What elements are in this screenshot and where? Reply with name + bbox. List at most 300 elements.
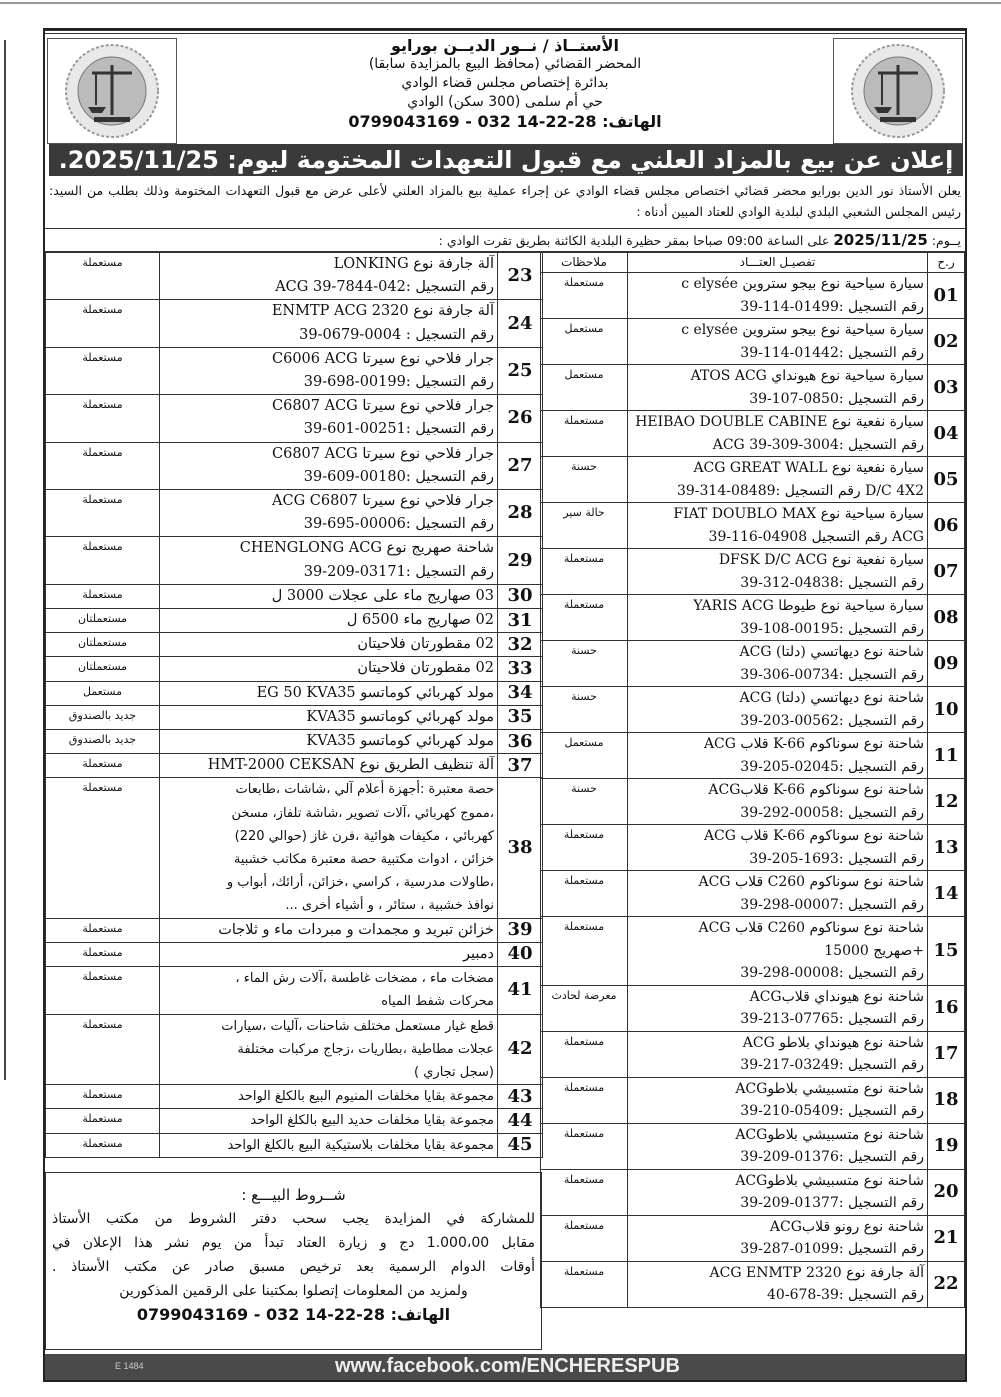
item-details <box>628 779 928 825</box>
table-row <box>46 1133 543 1157</box>
item-number: 35 <box>498 705 543 729</box>
table-row <box>46 730 543 754</box>
conditions-line: أوقات الدوام الرسمية بعد ترخيص مسبق صادر عن مكتب الأستاذ . <box>52 1259 535 1275</box>
item-detail-line: رقم التسجيل :04838-312-39 <box>740 574 924 591</box>
item-detail-line: رقم التسجيل :03249-217-39 <box>740 1057 924 1073</box>
item-number: 23 <box>498 253 543 300</box>
item-number: 10 <box>928 687 965 733</box>
item-details <box>160 395 498 442</box>
sale-conditions <box>45 1172 542 1350</box>
item-detail-line: ACG رقم التسجيل 04908-116-39 <box>708 528 924 545</box>
item-detail-line: (سجل تجاري ) <box>414 1064 494 1080</box>
item-condition: مستعملة <box>46 442 160 489</box>
item-condition: مستعملة <box>46 1109 160 1133</box>
item-detail-line: +صهريج 15000 <box>824 942 924 959</box>
ad-code: E 1484 <box>115 1361 144 1371</box>
item-details <box>628 503 928 549</box>
item-number: 31 <box>498 609 543 633</box>
item-detail-line: خزائن تبريد و مجمدات و مبردات ماء و ثلاجات <box>218 921 494 938</box>
item-condition: مستعمل <box>541 319 628 365</box>
date-prefix: يــوم: <box>931 233 961 248</box>
item-condition: مستعملة <box>541 1169 628 1215</box>
item-detail-line: رقم التسجيل :01099-287-39 <box>740 1241 924 1257</box>
item-detail-line: حصة معتبرة :أجهزة أعلام آلي ،شاشات ،طابعات <box>235 782 494 798</box>
item-details <box>628 411 928 457</box>
item-detail-line: سيارة نفعية نوع HEIBAO DOUBLE CABINE <box>635 414 924 430</box>
item-details <box>160 609 498 633</box>
item-condition: مستعملة <box>46 778 160 918</box>
item-number: 40 <box>498 942 543 966</box>
item-detail-line: مولد كهربائي كوماتسو EG 50 KVA35 <box>256 684 494 701</box>
item-condition: مستعملة <box>46 395 160 442</box>
item-condition: مستعمل <box>541 365 628 411</box>
court-seal-left <box>47 38 177 144</box>
table-row <box>46 584 543 608</box>
table-row <box>541 595 965 641</box>
item-details <box>160 657 498 681</box>
bailiff-info <box>185 36 825 131</box>
item-detail-line: جرار فلاحي نوع سيرتا C6807 ACG <box>272 445 494 462</box>
table-row <box>541 917 965 986</box>
item-number: 22 <box>928 1261 965 1307</box>
item-number: 39 <box>498 918 543 942</box>
table-row <box>46 395 543 442</box>
item-detail-line: خزائن ، ادوات مكتبية حصة معتبرة مكاتب خشبية <box>233 852 494 868</box>
item-detail-line: 02 مقطورتان فلاحيتان <box>357 636 494 653</box>
item-number: 05 <box>928 457 965 503</box>
item-condition: مستعملة <box>46 967 160 1014</box>
item-details <box>628 1169 928 1215</box>
table-row <box>46 490 543 537</box>
scales-of-justice-icon <box>834 39 962 143</box>
item-detail-line: رقم التسجيل :00180-609-39 <box>303 468 494 485</box>
item-detail-line: شاحنة نوع سوناكوم K-66 قلاب ACG <box>703 828 924 844</box>
item-condition: حسنة <box>541 641 628 687</box>
item-condition: مستعملة <box>46 1133 160 1157</box>
conditions-title: شــروط البيـــع : <box>241 1186 346 1204</box>
table-row <box>46 253 543 300</box>
item-number: 45 <box>498 1133 543 1157</box>
item-detail-line: شاحنة نوع رونو قلابACG <box>769 1218 924 1235</box>
conditions-phone <box>46 1303 541 1327</box>
items-table-left <box>45 252 543 1158</box>
item-number: 15 <box>928 917 965 986</box>
item-condition: مستعملة <box>46 754 160 778</box>
item-details <box>160 442 498 489</box>
item-condition: حسنة <box>541 687 628 733</box>
table-row <box>541 1261 965 1307</box>
item-number: 07 <box>928 549 965 595</box>
item-detail-line: عجلات مطاطية ،بطاريات ،زجاج مركبات مختلفة <box>237 1041 494 1057</box>
table-row <box>46 681 543 705</box>
item-condition: مستعملة <box>541 411 628 457</box>
item-number: 21 <box>928 1215 965 1261</box>
item-number: 12 <box>928 779 965 825</box>
item-detail-line: رقم التسجيل :00058-292-39 <box>740 804 924 821</box>
table-row <box>46 300 543 347</box>
item-condition: مستعملة <box>541 871 628 917</box>
item-detail-line: جرار فلاحي نوع سيرتا ACG C6807 <box>272 493 494 510</box>
item-number: 09 <box>928 641 965 687</box>
item-details <box>160 1085 498 1109</box>
item-detail-line: شاحنة نوع هيونداي قلابACG <box>749 988 924 1005</box>
item-number: 33 <box>498 657 543 681</box>
item-details <box>628 733 928 779</box>
item-condition: مستعملتان <box>46 657 160 681</box>
item-detail-line: مجموعة بقايا مخلفات المنيوم البيع بالكلغ الواحد <box>237 1089 494 1105</box>
item-condition: مستعملة <box>541 825 628 871</box>
table-row <box>541 641 965 687</box>
phone-numbers: 0799043169 - 032 14-22-28 <box>136 1305 386 1324</box>
item-detail-line: سيارة سياحية نوع FIAT DOUBLO MAX <box>673 506 924 522</box>
table-row <box>541 687 965 733</box>
item-condition: مستعملة <box>541 917 628 986</box>
item-details <box>628 273 928 319</box>
item-details <box>160 754 498 778</box>
item-details <box>628 595 928 641</box>
item-detail-line: رقم التسجيل :03171-209-39 <box>303 563 494 580</box>
item-detail-line: رقم التسجيل :00251-601-39 <box>303 421 494 438</box>
item-detail-line: سيارة نفعية نوع ACG GREAT WALL <box>693 460 924 476</box>
item-condition: حسنة <box>541 779 628 825</box>
item-detail-line: مجموعة بقايا مخلفات حديد البيع بالكلغ الواحد <box>250 1113 494 1129</box>
item-details <box>160 1014 498 1085</box>
item-detail-line: رقم التسجيل :00195-108-39 <box>740 620 924 637</box>
item-detail-line: شاحنة صهريج نوع CHENGLONG ACG <box>239 540 494 557</box>
item-detail-line: سيارة نفعية نوع DFSK D/C ACG <box>718 552 924 568</box>
adjacent-column-rule <box>4 40 6 1080</box>
item-detail-line: رقم التسجيل :01442-114-39 <box>740 344 924 361</box>
table-row <box>541 779 965 825</box>
table-row <box>46 442 543 489</box>
item-details <box>160 633 498 657</box>
table-row <box>46 347 543 394</box>
item-condition: مستعملة <box>541 595 628 641</box>
item-number: 08 <box>928 595 965 641</box>
table-row <box>46 705 543 729</box>
item-detail-line: ،مموج كهربائي ،آلات تصوير ،شاشة تلفاز، مسخن <box>231 805 494 821</box>
phone-line <box>185 112 825 131</box>
item-detail-line: شاحنة نوع ديهاتسي (دلتا) ACG <box>739 690 924 706</box>
item-detail-line: آلة جارفة نوع LONKING <box>333 256 494 272</box>
item-details <box>628 1123 928 1169</box>
item-detail-line: شاحنة نوع ديهاتسي (دلتا) ACG <box>739 644 924 660</box>
item-number: 20 <box>928 1169 965 1215</box>
item-number: 18 <box>928 1077 965 1123</box>
item-detail-line: سيارة سياحية نوع هيونداي ATOS ACG <box>690 368 924 384</box>
item-condition: مستعملة <box>541 549 628 595</box>
item-number: 13 <box>928 825 965 871</box>
table-row <box>541 871 965 917</box>
item-condition: مستعمل <box>46 681 160 705</box>
table-row <box>46 1109 543 1133</box>
item-detail-line: جرار فلاحي نوع سيرتا C6807 ACG <box>272 398 494 415</box>
table-row <box>541 1077 965 1123</box>
item-detail-line: رقم التسجيل :02045-205-39 <box>740 758 924 775</box>
item-condition: مستعملة <box>541 1077 628 1123</box>
table-row <box>46 754 543 778</box>
table-row <box>46 1085 543 1109</box>
item-detail-line: نوافذ خشبية ، ستائر ، و أشياء أخرى ... <box>285 898 494 914</box>
item-detail-line: رقم التسجيل :07765-213-39 <box>740 1011 924 1027</box>
bailiff-title: المحضر القضائي (محافظ البيع بالمزايدة سابقا) <box>368 56 642 72</box>
item-detail-line: رقم التسجيل :0850-107-39 <box>749 390 924 407</box>
item-details <box>628 549 928 595</box>
item-detail-line: رقم التسجيل :00008-298-39 <box>740 965 924 981</box>
item-condition: مستعملتان <box>46 633 160 657</box>
item-detail-line: رقم التسجيل :05409-210-39 <box>740 1103 924 1119</box>
item-detail-line: رقم التسجيل :00006-695-39 <box>303 516 494 533</box>
conditions-line: للمشاركة في المزايدة يجب سحب دفتر الشروط من مكتب الأستاذ <box>52 1211 535 1227</box>
item-number: 29 <box>498 537 543 584</box>
item-detail-line: رقم التسجيل :3004-309-39 ACG <box>712 436 924 453</box>
table-header-row <box>541 253 965 273</box>
item-condition: مستعملة <box>541 1031 628 1077</box>
item-detail-line: ،طاولات مدرسية ، كراسي ،خزائن، أرائك، أبواب و <box>226 875 494 891</box>
item-detail-line: شاحنة نوع هيونداي بلاطو ACG <box>742 1034 924 1051</box>
conditions-line: مقابل 1.000،00 دج و زيارة العتاد تبدأ من يوم نشر هذا الإعلان في <box>52 1235 536 1251</box>
item-condition: مستعملة <box>46 253 160 300</box>
item-detail-line: شاحنة نوع سوناكوم C260 قلاب ACG <box>698 874 924 890</box>
table-row <box>541 1215 965 1261</box>
item-details <box>628 457 928 503</box>
notice-title-banner: إعلان عن بيع بالمزاد العلني مع قبول التعهدات المختومة ليوم: 2025/11/25. <box>49 144 963 176</box>
item-detail-line: رقم التسجيل :39-678-40 <box>767 1287 924 1303</box>
phone-numbers: 0799043169 - 032 14-22-28 <box>348 112 597 131</box>
item-number: 41 <box>498 967 543 1014</box>
item-number: 38 <box>498 778 543 918</box>
table-row <box>46 942 543 966</box>
intro-paragraph: يعلن الأستاذ نور الدين بورايو محضر قضائي اختصاص مجلس قضاء الوادي عن إجراء عملية بيع بالمزاد العلني لأعلى عرض مع قبول التعهدات المختومة وذلك بطلب من السيد: رئيس المجلس الشعبي البلدي لبلدية الوادي للعتاد المبين أدناه : <box>49 183 961 219</box>
item-detail-line: D/C 4X2 رقم التسجيل :08489-314-39 <box>676 482 924 499</box>
item-detail-line: رقم التسجيل :00199-698-39 <box>303 374 494 391</box>
item-details <box>628 319 928 365</box>
table-row <box>541 503 965 549</box>
item-number: 03 <box>928 365 965 411</box>
table-row <box>46 657 543 681</box>
item-details <box>628 825 928 871</box>
item-number: 16 <box>928 985 965 1031</box>
scales-of-justice-icon <box>48 39 176 143</box>
item-number: 14 <box>928 871 965 917</box>
item-detail-line: رقم التسجيل :00007-298-39 <box>740 896 924 913</box>
item-detail-line: 02 صهاريج ماء 6500 ل <box>346 612 494 629</box>
table-row <box>541 733 965 779</box>
item-details <box>160 1109 498 1133</box>
item-detail-line: رقم التسجيل :00562-203-39 <box>740 712 924 729</box>
item-number: 37 <box>498 754 543 778</box>
item-detail-line: رقم التسجيل :042-7844-39 ACG <box>275 279 494 296</box>
item-details <box>628 365 928 411</box>
item-detail-line: مجموعة بقايا مخلفات بلاستيكية البيع بالكلغ الواحد <box>227 1137 494 1153</box>
item-detail-line: رقم التسجيل :00734-306-39 <box>740 666 924 683</box>
item-number: 01 <box>928 273 965 319</box>
item-details <box>160 942 498 966</box>
item-condition: جديد بالصندوق <box>46 730 160 754</box>
item-number: 04 <box>928 411 965 457</box>
header-notes: ملاحظات <box>541 253 628 273</box>
item-number: 17 <box>928 1031 965 1077</box>
item-details <box>160 537 498 584</box>
item-detail-line: شاحنة نوع متسبيشي بلاطوACG <box>735 1080 924 1097</box>
item-number: 42 <box>498 1014 543 1085</box>
item-detail-line: رقم التسجيل :1693-205-39 <box>749 850 924 867</box>
table-row <box>46 537 543 584</box>
footer-bar <box>45 1354 965 1380</box>
item-condition: مستعملة <box>46 490 160 537</box>
item-detail-line: شاحنة نوع متسبيشي بلاطوACG <box>735 1126 924 1143</box>
item-details <box>160 253 498 300</box>
item-details <box>628 1031 928 1077</box>
item-condition: مستعملة <box>46 300 160 347</box>
item-detail-line: آلة تنظيف الطريق نوع HMT-2000 CEKSAN <box>207 757 494 774</box>
item-detail-line: سيارة سياحية نوع بيجو ستروين c elysée <box>681 276 924 292</box>
item-detail-line: محركات شفط المياه <box>381 994 494 1010</box>
item-number: 25 <box>498 347 543 394</box>
item-condition: مستعملة <box>46 537 160 584</box>
item-condition: مستعملة <box>541 1123 628 1169</box>
item-detail-line: كهربائي ، مكيفات هوائية ،فرن غاز (حوالي 220) <box>234 828 494 844</box>
item-details <box>628 1077 928 1123</box>
item-detail-line: مولد كهربائي كوماتسو KVA35 <box>306 733 494 750</box>
item-detail-line: شاحنة نوع سوناكوم C260 قلاب ACG <box>698 920 924 936</box>
item-details <box>628 871 928 917</box>
table-row <box>541 825 965 871</box>
item-detail-line: رقم التسجيل :01499-114-39 <box>740 298 924 315</box>
item-number: 24 <box>498 300 543 347</box>
item-details <box>628 1261 928 1307</box>
table-row <box>541 985 965 1031</box>
facebook-link[interactable]: www.facebook.com/ENCHERESPUB <box>335 1355 680 1377</box>
phone-label: الهاتف: <box>390 1305 451 1324</box>
item-details <box>628 1215 928 1261</box>
table-row <box>46 778 543 918</box>
item-details <box>160 584 498 608</box>
item-details <box>160 1133 498 1157</box>
header-details: تفصيـل العتـــاد <box>628 253 928 273</box>
item-number: 27 <box>498 442 543 489</box>
date-details: على الساعة 09:00 صباحا بمقر حظيرة البلدية الكائنة بطريق تقرت الوادي : <box>438 233 830 248</box>
page-top-rule <box>0 2 1001 4</box>
item-condition: مستعملة <box>46 584 160 608</box>
table-row <box>541 549 965 595</box>
item-details <box>628 641 928 687</box>
item-details <box>160 967 498 1014</box>
header-num: ر.ح <box>928 253 965 273</box>
item-detail-line: رقم التسجيل :01376-209-39 <box>740 1149 924 1165</box>
item-number: 28 <box>498 490 543 537</box>
auction-date-line <box>45 228 965 252</box>
table-row <box>46 633 543 657</box>
table-row <box>541 457 965 503</box>
item-number: 36 <box>498 730 543 754</box>
item-detail-line: رقم التسجيل :01377-209-39 <box>740 1195 924 1211</box>
item-detail-line: شاحنة نوع متسبيشي بلاطوACG <box>735 1172 924 1189</box>
item-number: 32 <box>498 633 543 657</box>
item-condition: مستعملة <box>541 273 628 319</box>
item-detail-line: مولد كهربائي كوماتسو KVA35 <box>306 708 494 725</box>
item-number: 26 <box>498 395 543 442</box>
item-number: 02 <box>928 319 965 365</box>
table-row <box>541 365 965 411</box>
item-details <box>628 687 928 733</box>
item-condition: مستعملة <box>46 942 160 966</box>
item-number: 30 <box>498 584 543 608</box>
item-condition: معرضة لحادث <box>541 985 628 1031</box>
item-condition: مستعمل <box>541 733 628 779</box>
table-row <box>541 1123 965 1169</box>
item-details <box>160 705 498 729</box>
item-condition: حالة سير <box>541 503 628 549</box>
item-number: 06 <box>928 503 965 549</box>
item-detail-line: 02 مقطورتان فلاحيتان <box>357 660 494 677</box>
item-details <box>628 985 928 1031</box>
item-condition: حسنة <box>541 457 628 503</box>
bailiff-name: الأستــاذ / نــور الديــن بورايو <box>391 36 619 55</box>
item-condition: جديد بالصندوق <box>46 705 160 729</box>
item-details <box>160 730 498 754</box>
item-condition: مستعملة <box>46 1014 160 1085</box>
table-row <box>541 273 965 319</box>
item-condition: مستعملة <box>46 1085 160 1109</box>
item-details <box>160 918 498 942</box>
items-table-right <box>540 252 965 1308</box>
table-row <box>541 1169 965 1215</box>
item-detail-line: 03 صهاريج ماء على عجلات 3000 ل <box>271 587 494 604</box>
table-row <box>541 319 965 365</box>
court-seal-right <box>833 38 963 144</box>
item-details <box>160 778 498 918</box>
table-row <box>541 411 965 457</box>
item-detail-line: جرار فلاحي نوع سيرتا C6006 ACG <box>272 350 494 367</box>
item-details <box>160 300 498 347</box>
table-row <box>541 1031 965 1077</box>
jurisdiction: بدائرة إختصاص مجلس قضاء الوادي <box>401 75 609 91</box>
item-number: 43 <box>498 1085 543 1109</box>
table-row <box>46 918 543 942</box>
notice-header <box>45 30 965 146</box>
item-condition: مستعملة <box>46 918 160 942</box>
item-details <box>628 917 928 986</box>
item-condition: مستعملة <box>46 347 160 394</box>
auction-date: 2025/11/25 <box>833 231 928 249</box>
item-details <box>160 490 498 537</box>
item-number: 34 <box>498 681 543 705</box>
phone-label: الهاتف: <box>602 112 662 131</box>
item-detail-line: مضخات ماء ، مضخات غاطسة ،آلات رش الماء ، <box>235 971 494 987</box>
item-detail-line: دمبير <box>463 945 494 962</box>
item-detail-line: آلة جارفة نوع ACG ENMTP 2320 <box>709 1264 924 1281</box>
contact-text: ولمزيد من المعلومات إتصلوا بمكتبنا على الرقمين المذكورين <box>119 1283 468 1299</box>
item-condition: مستعملة <box>541 1261 628 1307</box>
item-condition: مستعملتان <box>46 609 160 633</box>
item-details <box>160 681 498 705</box>
item-detail-line: شاحنة نوع سوناكوم K-66 قلابACG <box>708 782 924 798</box>
table-row <box>46 1014 543 1085</box>
address: حي أم سلمى (300 سكن) الوادي <box>407 94 603 110</box>
item-number: 44 <box>498 1109 543 1133</box>
item-details <box>160 347 498 394</box>
item-detail-line: قطع غيار مستعمل مختلف شاحنات ،آليات ،سيارات <box>221 1018 494 1034</box>
item-detail-line: سيارة سياحية نوع طيوطا YARIS ACG <box>693 598 924 614</box>
item-detail-line: رقم التسجيل : 0004-0679-39 <box>299 326 494 343</box>
item-detail-line: شاحنة نوع سوناكوم K-66 قلاب ACG <box>703 736 924 752</box>
item-number: 19 <box>928 1123 965 1169</box>
auction-notice <box>43 28 967 1382</box>
item-detail-line: سيارة سياحية نوع بيجو ستروين c elysée <box>681 322 924 338</box>
table-row <box>46 967 543 1014</box>
table-row <box>46 609 543 633</box>
